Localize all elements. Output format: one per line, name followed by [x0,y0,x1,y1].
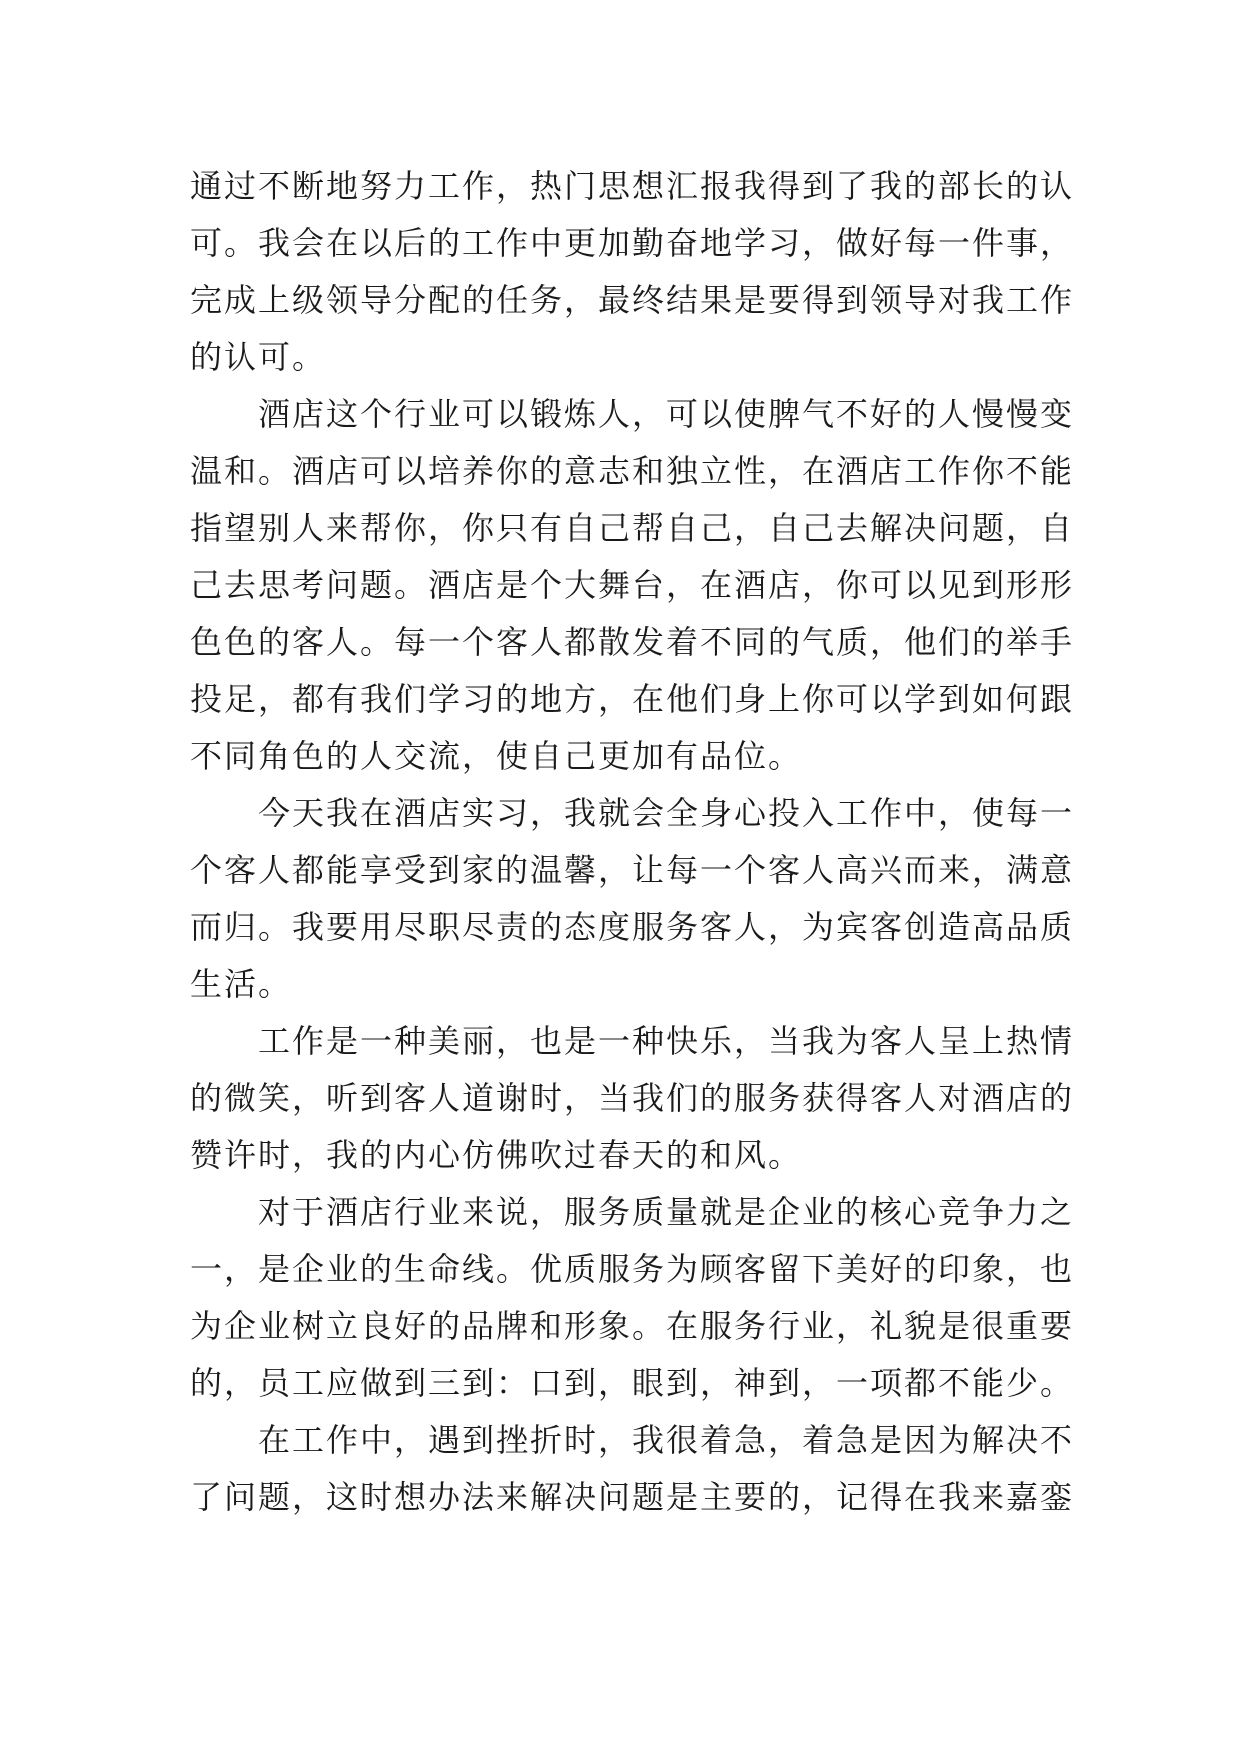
paragraph-6: 在工作中，遇到挫折时，我很着急，着急是因为解决不了问题，这时想办法来解决问题是主要的，记得在我来嘉銮 [190,1421,1075,1516]
paragraph-1: 通过不断地努力工作，热门思想汇报我得到了我的部长的认可。我会在以后的工作中更加勤奋地学习，做好每一件事，完成上级领导分配的任务，最终结果是要得到领导对我工作的认可。 [190,167,1075,376]
paragraph-5: 对于酒店行业来说，服务质量就是企业的核心竞争力之一，是企业的生命线。优质服务为顾客留下美好的印象，也为企业树立良好的品牌和形象。在服务行业，礼貌是很重要的，员工应做到三到：口到，眼到，神到，一项都不能少。 [190,1193,1075,1402]
body-text [190,158,1074,1526]
paragraph-3: 今天我在酒店实习，我就会全身心投入工作中，使每一个客人都能享受到家的温馨，让每一个客人高兴而来，满意而归。我要用尽职尽责的态度服务客人，为宾客创造高品质生活。 [190,794,1075,1003]
paragraph-2: 酒店这个行业可以锻炼人，可以使脾气不好的人慢慢变温和。酒店可以培养你的意志和独立性，在酒店工作你不能指望别人来帮你，你只有自己帮自己，自己去解决问题，自己去思考问题。酒店是个大舞台，在酒店，你可以见到形形色色的客人。每一个客人都散发着不同的气质，他们的举手投足，都有我们学习的地方，在他们身上你可以学到如何跟不同角色的人交流，使自己更加有品位。 [190,395,1075,775]
paragraph-4: 工作是一种美丽，也是一种快乐，当我为客人呈上热情的微笑，听到客人道谢时，当我们的服务获得客人对酒店的赞许时，我的内心仿佛吹过春天的和风。 [190,1022,1075,1174]
